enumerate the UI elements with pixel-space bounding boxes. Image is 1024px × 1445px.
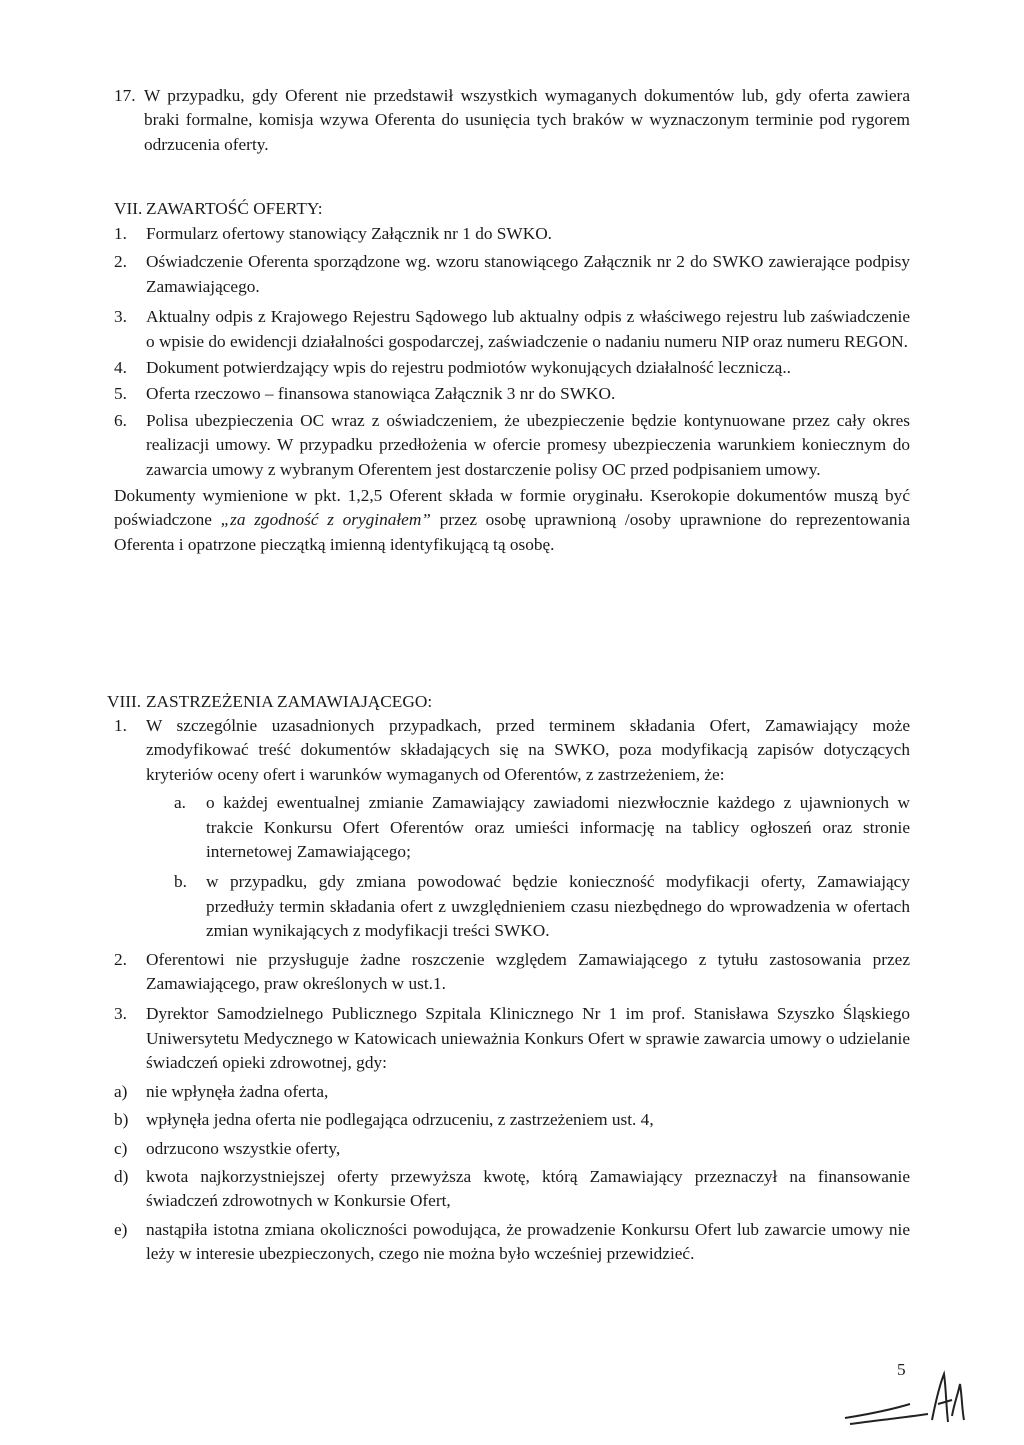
sub-item-text: nie wpłynęła żadna oferta, — [146, 1081, 329, 1101]
item-number: 1. — [114, 716, 127, 735]
item-text: Dokument potwierdzający wpis do rejestru podmiotów wykonujących działalność leczniczą.. — [146, 358, 791, 378]
item-text: W szczególnie uzasadnionych przypadkach, przed terminem składania Ofert, Zamawiający może zmodyfikować treść dokumentów składających się na SWKO, poza modyfikacją zapisów dotyczących kryteriów oceny ofert i warunków wymaganych od Oferentów, z zastrzeżeniem, że: — [146, 716, 910, 784]
list-item — [114, 250, 910, 299]
sub-item-letter: e) — [114, 1219, 128, 1239]
item-text: Oferentowi nie przysługuje żadne roszczenie względem Zamawiającego z tytułu zastosowania przez Zamawiającego, praw określonych w ust.1. — [146, 949, 910, 994]
item-number: 3. — [114, 1004, 127, 1024]
list-item — [114, 382, 910, 406]
item-text: Dyrektor Samodzielnego Publicznego Szpitala Klinicznego Nr 1 im prof. Stanisława Szyszko Śląskiego Uniwersytetu Medycznego w Katowicach unieważnia Konkurs Ofert w sprawie zawarcia umowy o udzielanie świadczeń opieki zdrowotnej, gdy: — [146, 1004, 910, 1073]
sub-item-text: odrzucono wszystkie oferty, — [146, 1138, 341, 1158]
sub-item-letter: b) — [114, 1110, 129, 1130]
list-item — [114, 714, 910, 787]
paragraph-17 — [114, 84, 910, 157]
sub-item-letter: b. — [174, 872, 187, 892]
item-number: 2. — [114, 949, 127, 969]
item-text: Oferta rzeczowo – finansowa stanowiąca Załącznik 3 nr do SWKO. — [146, 384, 616, 404]
sub-item — [114, 1080, 910, 1104]
item-number: 17. — [114, 86, 136, 105]
section-vii-list — [114, 222, 910, 557]
item-number: 3. — [114, 307, 127, 327]
section-title: ZASTRZEŻENIA ZAMAWIAJĄCEGO: — [146, 692, 433, 711]
sub-item-text: nastąpiła istotna zmiana okoliczności powodująca, że prowadzenie Konkursu Ofert lub zawarcie umowy nie leży w interesie ubezpieczonych, czego nie można było wcześniej przewidzieć. — [146, 1219, 910, 1264]
item-text: Oświadczenie Oferenta sporządzone wg. wzoru stanowiącego Załącznik nr 2 do SWKO zawierające podpisy Zamawiającego. — [146, 252, 910, 296]
item-text: Aktualny odpis z Krajowego Rejestru Sądowego lub aktualny odpis z właściwego rejestru lub zaświadczenie o wpisie do ewidencji działalności gospodarczej, zaświadczenie o nadaniu numeru NIP oraz numeru REGON. — [146, 307, 910, 351]
item-number: 1. — [114, 224, 127, 243]
item-text: W przypadku, gdy Oferent nie przedstawił wszystkich wymaganych dokumentów lub, gdy oferta zawiera braki formalne, komisja wzywa Oferenta do usunięcia tych braków w wyznaczonym terminie pod rygorem odrzucenia oferty. — [144, 86, 910, 154]
section-numeral: VII. — [114, 199, 143, 218]
list-item — [114, 1002, 910, 1075]
item-text: Formularz ofertowy stanowiący Załącznik nr 1 do SWKO. — [146, 224, 552, 243]
page-number: 5 — [897, 1360, 906, 1379]
item-text: Polisa ubezpieczenia OC wraz z oświadczeniem, że ubezpieczenie będzie kontynuowane przez cały okres realizacji umowy. W przypadku przedłożenia w ofercie promesy ubezpieczenia warunkiem koniecznym do zawarcia umowy z wybranym Oferentem jest dostarczenie polisy OC przed podpisaniem umowy. — [146, 410, 910, 479]
sub-item-text: w przypadku, gdy zmiana powodować będzie konieczność modyfikacji oferty, Zamawiający przedłuży termin składania ofert z uwzględnieniem czasu niezbędnego do wprowadzenia w ofertach zmian wynikających z modyfikacji treści SWKO. — [206, 872, 910, 941]
section-heading-vii — [114, 197, 910, 221]
note-text-start: Dokumenty wymienione w pkt. 1,2,5 Oferent składa w formie oryginału. Kserokopie dokumentów muszą być poświadczone — [114, 486, 910, 530]
note-text-end: przez osobę uprawnioną /osoby uprawnione do reprezentowania Oferenta i opatrzone pieczątką imienną identyfikującą tą osobę. — [114, 510, 911, 554]
list-item — [114, 948, 910, 997]
sub-item — [114, 791, 910, 864]
list-item — [114, 222, 910, 246]
item-number: 4. — [114, 358, 127, 378]
handwritten-signature — [840, 1370, 970, 1430]
item-number: 6. — [114, 410, 127, 430]
sub-item-text: wpłynęła jedna oferta nie podlegająca odrzuceniu, z zastrzeżeniem ust. 4, — [146, 1110, 654, 1130]
documents-note — [114, 484, 910, 557]
sub-item-text: o każdej ewentualnej zmianie Zamawiający zawiadomi niezwłocznie każdego z ujawnionych w trakcie Konkursu Ofert Oferentów oraz umieści informację na tablicy ogłoszeń oraz stronie internetowej Zamawiającego; — [206, 793, 910, 862]
sub-item — [114, 1108, 910, 1132]
item-number: 5. — [114, 384, 127, 404]
sub-item-letter: a. — [174, 793, 186, 813]
sub-item — [114, 1137, 910, 1161]
sub-item — [114, 1218, 910, 1267]
sub-item-letter: a) — [114, 1081, 128, 1101]
sub-item-letter: c) — [114, 1138, 128, 1158]
section-title: ZAWARTOŚĆ OFERTY: — [146, 199, 323, 218]
sub-item — [114, 870, 910, 943]
note-italic: „za zgodność z oryginałem” — [220, 510, 431, 530]
section-heading-viii — [107, 690, 910, 714]
sub-item-letter: d) — [114, 1166, 129, 1186]
item-number: 2. — [114, 252, 127, 272]
section-viii-list — [114, 714, 910, 1267]
section-numeral: VIII. — [107, 692, 142, 711]
list-item — [114, 305, 910, 354]
sub-item-text: kwota najkorzystniejszej oferty przewyższa kwotę, którą Zamawiający przeznaczył na finansowanie świadczeń zdrowotnych w Konkursie Ofert, — [146, 1166, 910, 1211]
sub-item — [114, 1165, 910, 1214]
list-item — [114, 356, 910, 380]
list-item — [114, 409, 910, 482]
